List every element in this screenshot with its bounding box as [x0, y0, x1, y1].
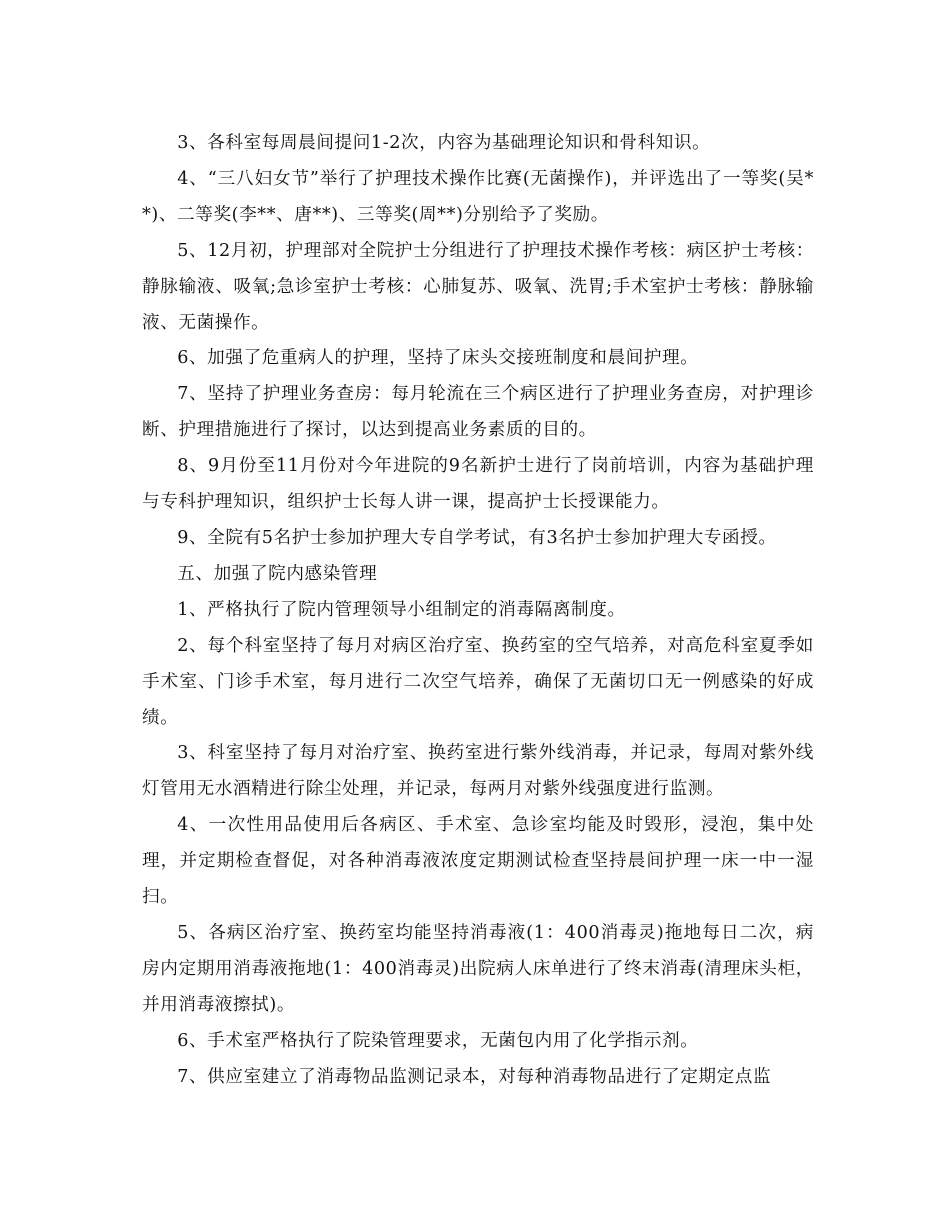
paragraph-item-1-isolation: 1、严格执行了院内管理领导小组制定的消毒隔离制度。: [177, 599, 626, 620]
paragraph-item-9-exams: 9、全院有5名护士参加护理大专自学考试，有3名护士参加护理大专函授。: [177, 527, 777, 548]
section-heading-infection-control: 五、加强了院内感染管理: [177, 563, 378, 584]
paragraph-item-5-floor-disinfection: 5、各病区治疗室、换药室均能坚持消毒液(1：400消毒灵)拖地每日二次，病房内定期用消毒液拖地(1：400消毒灵)出院病人床单进行了终末消毒(清理床头柜，并用消毒液擦拭)。: [142, 922, 814, 1015]
paragraph-item-7-supply-room: 7、供应室建立了消毒物品监测记录本，对每种消毒物品进行了定期定点监: [177, 1066, 772, 1087]
paragraph-item-4-competition: 4、“三八妇女节”举行了护理技术操作比赛(无菌操作)，并评选出了一等奖(吴**)、二等奖(李**、唐**)、三等奖(周**)分别给予了奖励。: [142, 168, 814, 225]
paragraph-item-3-uv-disinfection: 3、科室坚持了每月对治疗室、换药室进行紫外线消毒，并记录，每周对紫外线灯管用无水酒精进行除尘处理，并记录，每两月对紫外线强度进行监测。: [142, 743, 814, 800]
paragraph-item-4-disposables: 4、一次性用品使用后各病区、手术室、急诊室均能及时毁形，浸泡，集中处理，并定期检查督促，对各种消毒液浓度定期测试检查坚持晨间护理一床一中一湿扫。: [142, 815, 814, 908]
paragraph-item-7-ward-rounds: 7、坚持了护理业务查房：每月轮流在三个病区进行了护理业务查房，对护理诊断、护理措施进行了探讨，以达到提高业务素质的目的。: [142, 384, 814, 441]
document-body: [142, 126, 814, 1095]
paragraph-item-2-air-culture: 2、每个科室坚持了每月对病区治疗室、换药室的空气培养，对高危科室夏季如手术室、门诊手术室，每月进行二次空气培养，确保了无菌切口无一例感染的好成绩。: [142, 635, 814, 728]
paragraph-item-3-question: 3、各科室每周晨间提问1-2次，内容为基础理论知识和骨科知识。: [177, 133, 711, 153]
paragraph-item-6-operating-room: 6、手术室严格执行了院染管理要求，无菌包内用了化学指示剂。: [177, 1030, 699, 1051]
paragraph-item-8-training: 8、9月份至11月份对今年进院的9名新护士进行了岗前培训，内容为基础护理与专科护理知识，组织护士长每人讲一课，提高护士长授课能力。: [142, 456, 814, 513]
paragraph-item-5-assessment: 5、12月初，护理部对全院护士分组进行了护理技术操作考核：病区护士考核：静脉输液、吸氧;急诊室护士考核：心肺复苏、吸氧、洗胃;手术室护士考核：静脉输液、无菌操作。: [142, 240, 814, 333]
paragraph-item-6-critical-care: 6、加强了危重病人的护理，坚持了床头交接班制度和晨间护理。: [177, 348, 699, 369]
